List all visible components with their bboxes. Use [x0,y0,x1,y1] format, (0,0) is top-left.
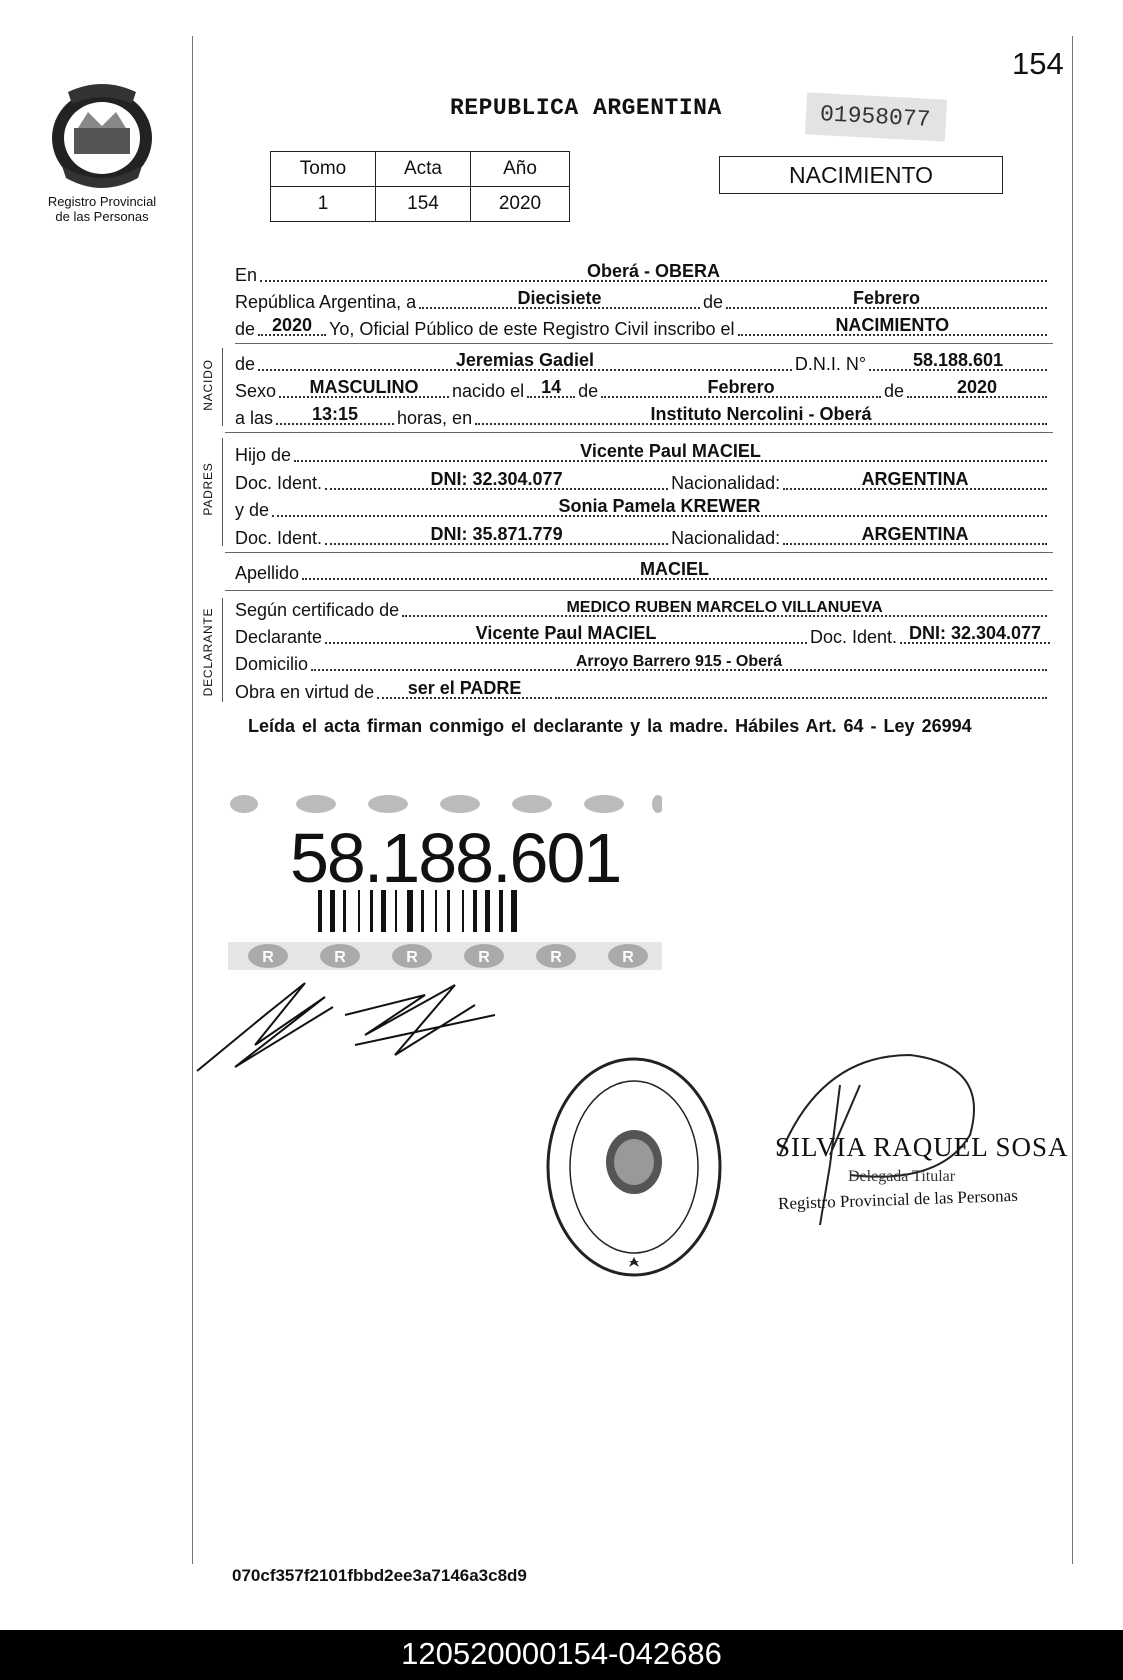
nacionalidad-label-2: Nacionalidad: [671,528,781,548]
de-label: de [702,292,724,312]
doc-ident-label: Doc. Ident. [235,473,323,493]
y-de-label: y de [235,500,270,520]
a-las-label: a las [235,408,274,428]
sexo-value: MASCULINO [309,377,419,397]
de-label-4: de [578,381,599,401]
row-inscribo [235,316,1050,340]
horas-label: horas, en [397,408,473,428]
hijo-de-label: Hijo de [235,445,292,465]
document-type-box: NACIMIENTO [719,156,1003,194]
registry-caption-line1: Registro Provincial [47,194,157,209]
sticker-mark-1: R [262,949,274,966]
sticker-mark-2: R [334,949,346,966]
row-padre-doc [235,470,1050,494]
father-nationality-value: ARGENTINA [861,469,969,489]
mother-doc-value: DNI: 35.871.779 [430,524,563,544]
certificado-label: Según certificado de [235,600,400,620]
mother-name-value: Sonia Pamela KREWER [558,496,761,516]
acta-header: Acta [376,152,471,187]
nacido-bar [222,348,223,426]
intro-divider [235,343,1053,344]
signatory-name: SILVIA RAQUEL SOSA [775,1132,1069,1162]
child-dni-value: 58.188.601 [912,350,1004,370]
sticker-mark-5: R [550,949,562,966]
place-value: Oberá - OBERA [587,261,721,281]
child-name-value: Jeremias Gadiel [455,350,594,370]
registry-seal [542,1052,726,1282]
doc-ident-label-2: Doc. Ident. [235,528,323,548]
declarante-bar [222,598,223,702]
row-apellido [235,560,1050,584]
birth-year-value: 2020 [957,377,998,397]
serial-number: 01958077 [819,101,932,133]
signatory-role: Delegada Titular [848,1168,956,1185]
father-doc-value: DNI: 32.304.077 [430,469,563,489]
misiones-emblem-icon [48,82,156,190]
nacionalidad-label: Nacionalidad: [671,473,781,493]
domicilio-label: Domicilio [235,654,309,674]
padres-bar [222,438,223,546]
anio-value: 2020 [471,187,570,222]
registry-caption [30,194,174,224]
row-obra [235,679,1050,703]
birth-place-value: Instituto Nercolini - Oberá [650,404,872,424]
certificado-value: MEDICO RUBEN MARCELO VILLANUEVA [566,599,883,616]
right-margin-line [1072,36,1073,1564]
sticker-mark-6: R [622,949,634,966]
nacido-el-label: nacido el [452,381,525,401]
mother-nationality-value: ARGENTINA [861,524,969,544]
domicilio-value: Arroyo Barrero 915 - Oberá [575,653,783,670]
inscribo-value: NACIMIENTO [835,315,950,335]
sticker-mark-3: R [406,949,418,966]
row-padre [235,442,1050,466]
footer-code: 120520000154-042686 [0,1630,1123,1680]
tomo-value: 1 [271,187,376,222]
record-table [270,151,570,222]
section-label-nacido: NACIDO [201,359,215,411]
row-declarante [235,624,1050,648]
sticker-dni-number: 58.188.601 [290,819,621,897]
declarant-signature [195,975,525,1085]
page-number: 154 [1012,46,1064,81]
declarante-doc-value: DNI: 32.304.077 [908,623,1042,643]
document-hash: 070cf357f2101fbbd2ee3a7146a3c8d9 [232,1566,527,1585]
declarante-label: Declarante [235,627,323,647]
birth-time-value: 13:15 [312,404,359,424]
obra-label: Obra en virtud de [235,682,375,702]
tomo-header: Tomo [271,152,376,187]
de-label-3: de [235,354,256,374]
anio-header: Año [471,152,570,187]
apellido-value: MACIEL [640,559,710,579]
left-margin-line [192,36,193,1564]
row-nacido-nombre [235,351,1050,375]
en-label: En [235,265,258,285]
apellido-divider [225,590,1053,591]
month-value: Febrero [852,288,921,308]
row-madre-doc [235,525,1050,549]
nacido-divider [225,432,1053,433]
row-en [235,262,1050,286]
sticker-mark-4: R [478,949,490,966]
row-nacido-hora [235,405,1050,429]
de-label-5: de [884,381,905,401]
acta-value: 154 [376,187,471,222]
year-value: 2020 [272,315,313,335]
signatory-organization: Registro Provincial de las Personas [777,1185,1019,1214]
section-label-declarante: DECLARANTE [201,607,215,697]
obra-value: ser el PADRE [407,678,522,698]
birth-day-value: 14 [541,377,562,397]
republica-label: República Argentina, a [235,292,417,312]
father-name-value: Vicente Paul MACIEL [580,441,761,461]
section-label-padres: PADRES [201,462,215,516]
row-madre [235,497,1050,521]
apellido-label: Apellido [235,563,300,583]
registry-caption-line2: de las Personas [55,209,149,224]
birth-month-value: Febrero [707,377,775,397]
row-nacido-sexo [235,378,1050,402]
inscribo-label: Yo, Oficial Público de este Registro Civil inscribo el [329,319,735,339]
sexo-label: Sexo [235,381,277,401]
de-label-2: de [235,319,256,339]
closing-statement: Leída el acta firman conmigo el declarante y la madre. Hábiles Art. 64 - Ley 26994 [248,716,972,736]
dni-label: D.N.I. N° [794,354,867,374]
document-title: REPUBLICA ARGENTINA [450,95,722,121]
row-domicilio [235,651,1050,675]
declarante-doc-label: Doc. Ident. [809,627,897,647]
row-fecha [235,289,1050,313]
row-certificado [235,597,1050,621]
declarante-value: Vicente Paul MACIEL [475,623,657,643]
padres-divider [225,552,1053,553]
day-value: Diecisiete [517,288,602,308]
